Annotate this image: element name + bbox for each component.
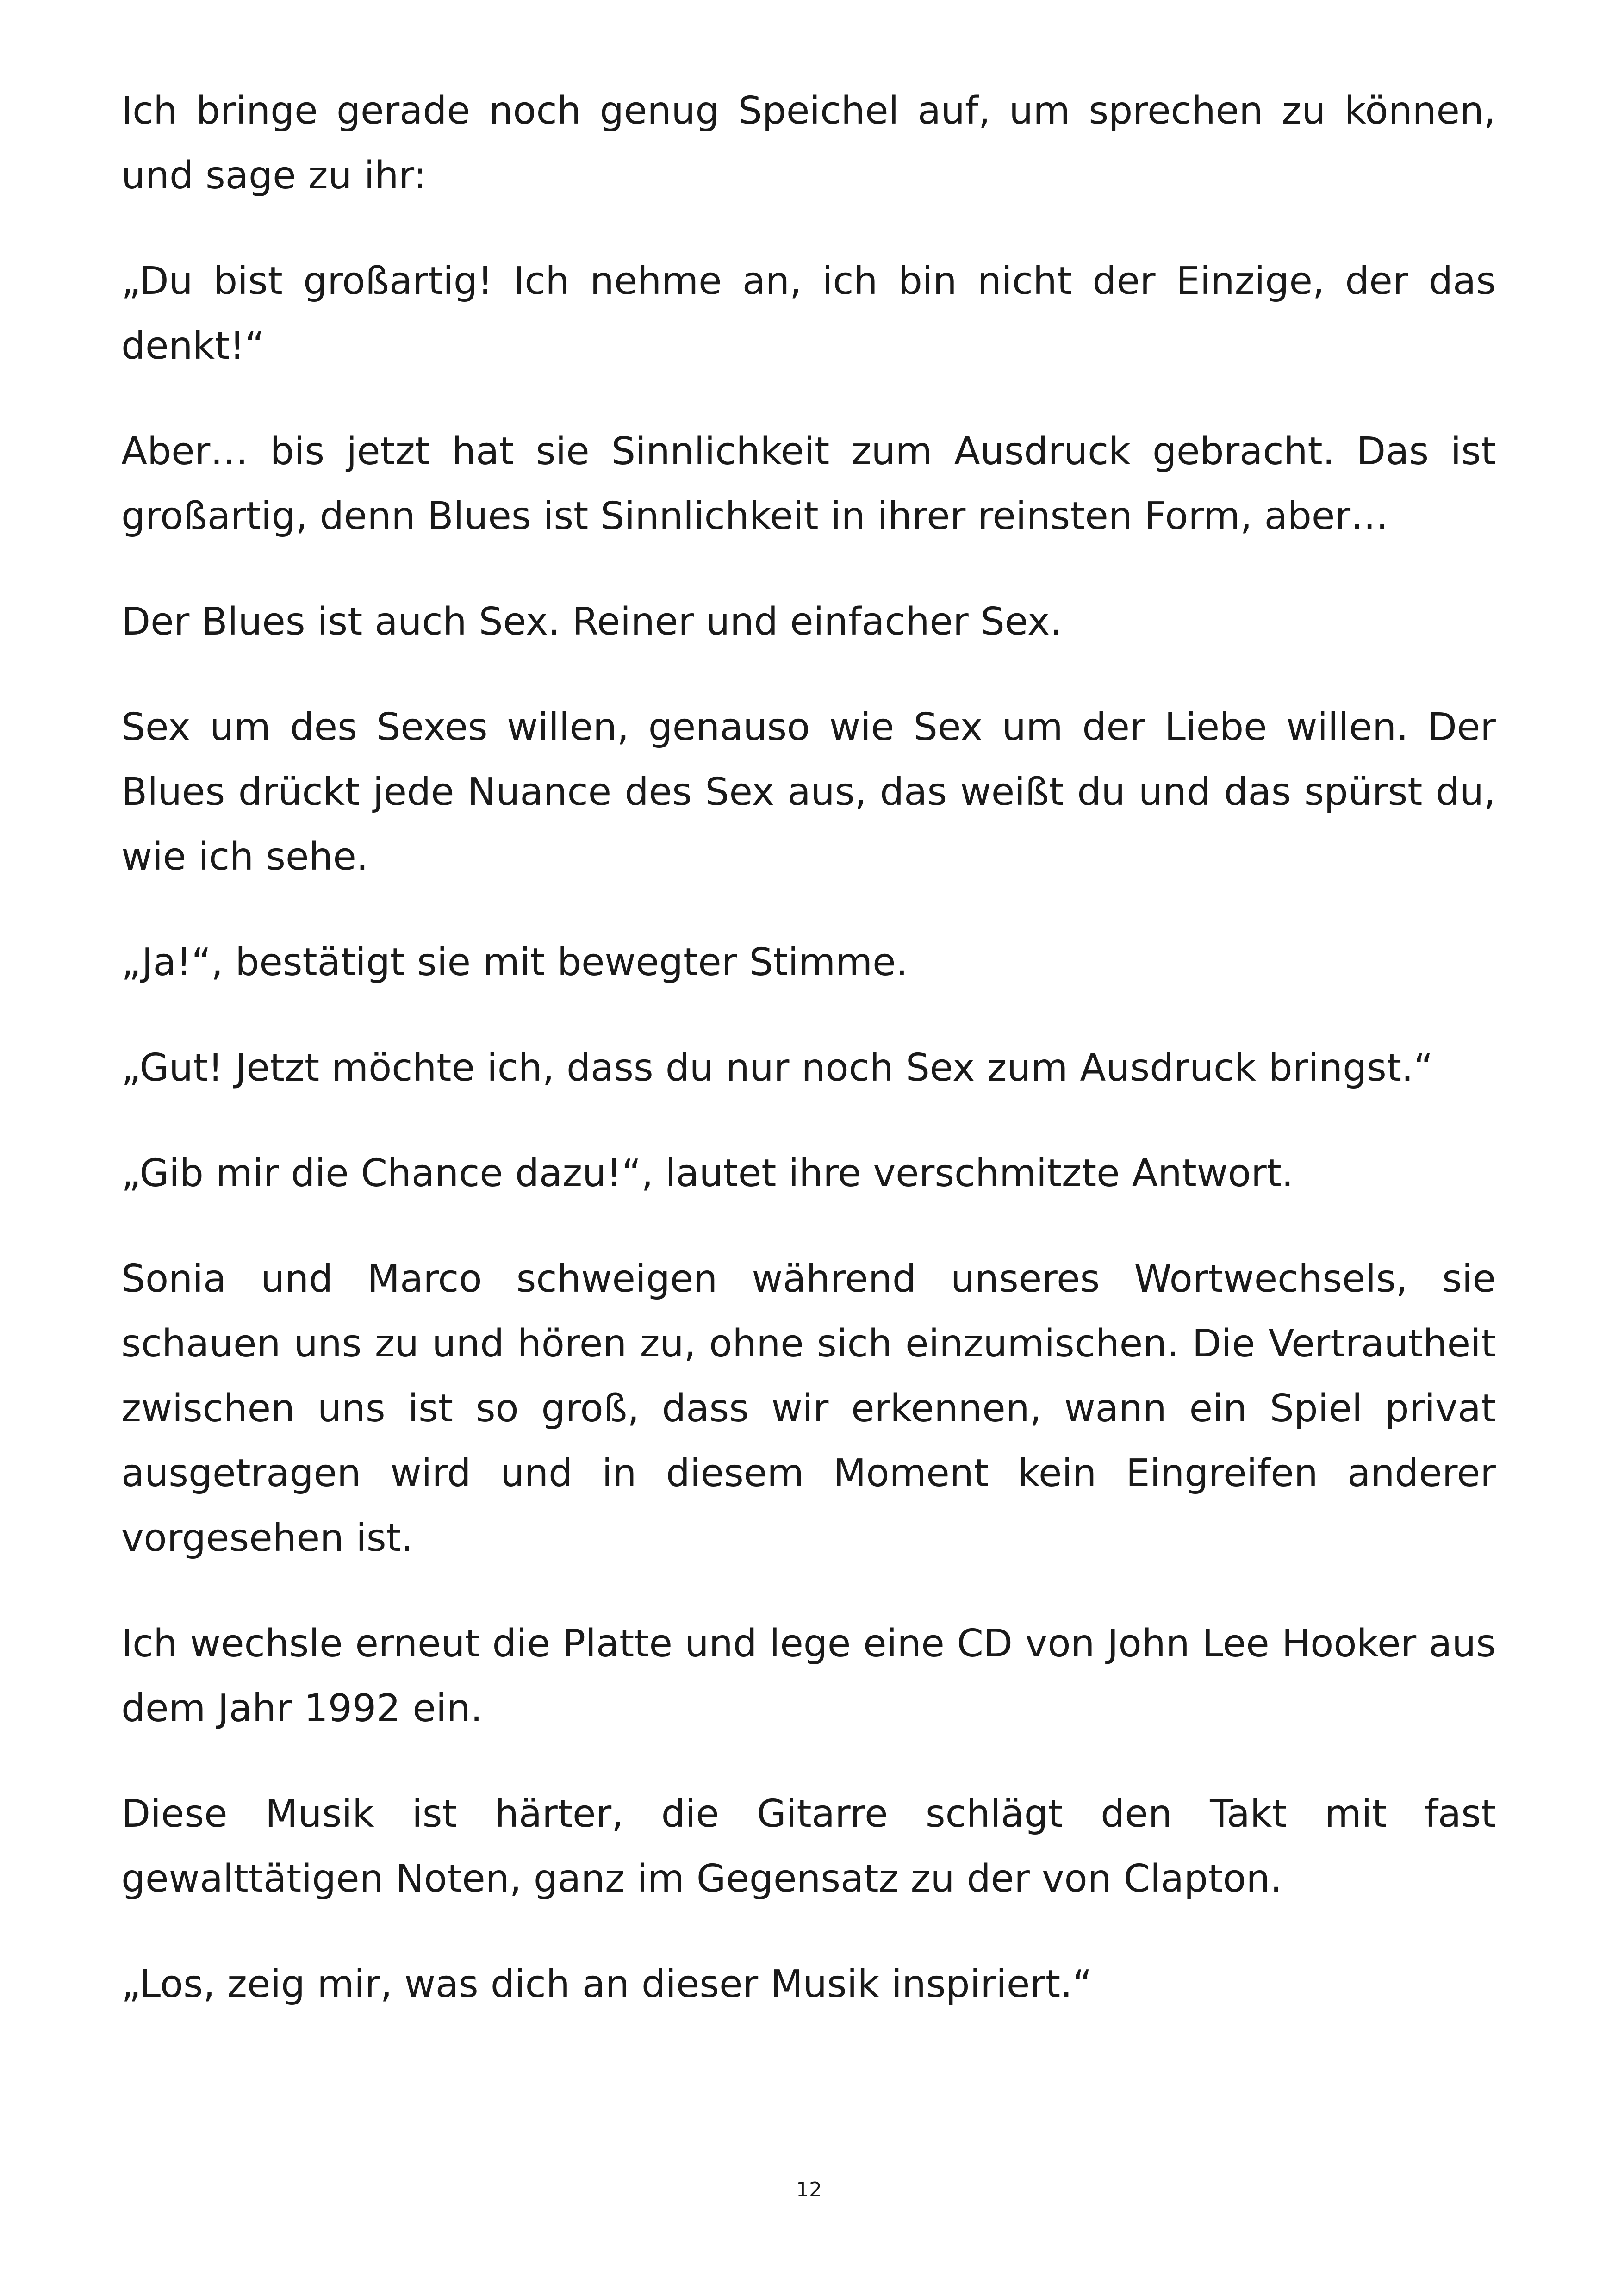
paragraph: „Gib mir die Chance dazu!“, lautet ihre verschmitzte Antwort. [121, 1151, 1294, 1195]
paragraph: Aber… bis jetzt hat sie Sinnlichkeit zum Ausdruck gebracht. Das ist großartig, denn Blues ist Sinnlichkeit in ihrer reinsten Form, aber… [121, 429, 1496, 538]
paragraph: „Gut! Jetzt möchte ich, dass du nur noch Sex zum Ausdruck bringst.“ [121, 1046, 1433, 1090]
paragraph: Der Blues ist auch Sex. Reiner und einfacher Sex. [121, 600, 1062, 644]
paragraph: Ich bringe gerade noch genug Speichel auf, um sprechen zu können, und sage zu ihr: [121, 89, 1496, 198]
body-text [121, 79, 1496, 2058]
paragraph: „Ja!“, bestätigt sie mit bewegter Stimme. [121, 940, 908, 984]
paragraph: „Los, zeig mir, was dich an dieser Musik inspiriert.“ [121, 1962, 1092, 2006]
paragraph: Ich wechsle erneut die Platte und lege eine CD von John Lee Hooker aus dem Jahr 1992 ein. [121, 1622, 1496, 1730]
paragraph: „Du bist großartig! Ich nehme an, ich bin nicht der Einzige, der das denkt!“ [121, 259, 1496, 368]
paragraph: Diese Musik ist härter, die Gitarre schlägt den Takt mit fast gewalttätigen Noten, ganz im Gegensatz zu der von Clapton. [121, 1792, 1496, 1901]
page-number: 12 [796, 2178, 822, 2202]
paragraph: Sex um des Sexes willen, genauso wie Sex um der Liebe willen. Der Blues drückt jede Nuance des Sex aus, das weißt du und das spürst du, wie ich sehe. [121, 705, 1496, 879]
paragraph: Sonia und Marco schweigen während unseres Wortwechsels, sie schauen uns zu und hören zu, ohne sich einzumischen. Die Vertrautheit zwischen uns ist so groß, dass wir erkennen, wann ein Spiel privat ausgetragen wird und in diesem Moment kein Eingreifen anderer vorgesehen ist. [121, 1257, 1496, 1560]
